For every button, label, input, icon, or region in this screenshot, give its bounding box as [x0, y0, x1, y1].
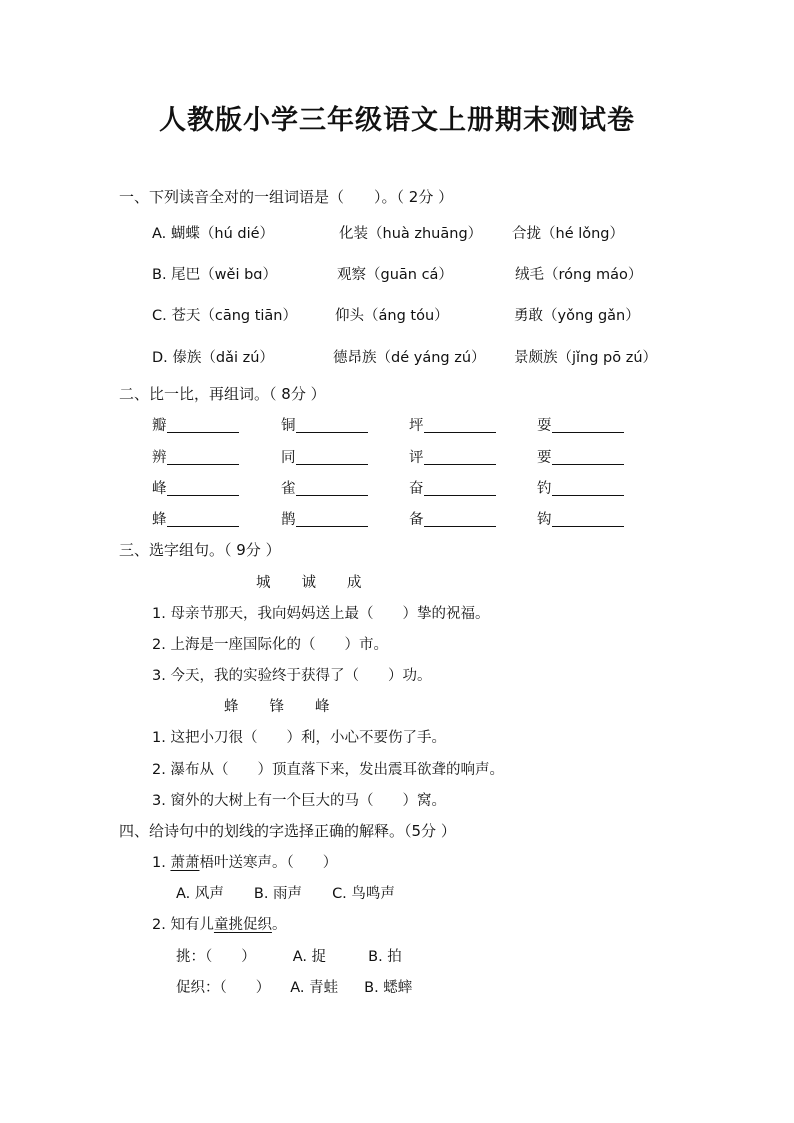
q2-item	[409, 477, 496, 498]
q2-char: 要	[537, 450, 552, 466]
q2-item	[152, 508, 239, 529]
item-text: 。	[271, 917, 287, 933]
q2-item	[537, 508, 624, 529]
q2-item	[152, 414, 239, 435]
q1-option-d-3: 景颇族（jǐng pō zú）	[514, 350, 658, 366]
q2-char: 奋	[409, 481, 424, 497]
q2-char: 雀	[281, 481, 296, 497]
q2-char: 同	[281, 450, 296, 466]
choice-char: 城	[256, 575, 271, 591]
q3-sentence: 3. 窗外的大树上有一个巨大的马（ ）窝。	[152, 793, 446, 809]
q2-char: 铜	[281, 418, 296, 434]
q1-option-d-1: D. 傣族（dǎi zú）	[152, 350, 274, 366]
q1-option-b-2: 观察（guān cá）	[337, 267, 453, 283]
q1-option-b-3: 绒毛（róng máo）	[515, 267, 643, 283]
answer-blank[interactable]	[296, 479, 368, 496]
page-title: 人教版小学三年级语文上册期末测试卷	[159, 105, 635, 136]
q3-group2-chars	[224, 695, 330, 716]
underlined-word: 挑促织	[228, 917, 272, 933]
choice-char: 成	[347, 575, 362, 591]
answer-blank[interactable]	[296, 416, 368, 433]
q2-item	[537, 446, 624, 467]
q2-char: 钩	[537, 512, 552, 528]
q4-item-1-options	[176, 882, 395, 903]
q3-group1-chars	[256, 571, 362, 592]
option: C. 鸟鸣声	[332, 886, 395, 902]
answer-blank[interactable]	[167, 448, 239, 465]
q2-char: 瓣	[152, 418, 167, 434]
q2-char: 评	[409, 450, 424, 466]
q2-item	[409, 414, 496, 435]
answer-blank[interactable]	[424, 479, 496, 496]
choice-char: 锋	[269, 699, 284, 715]
answer-blank[interactable]	[424, 416, 496, 433]
q2-char: 峰	[152, 481, 167, 497]
q1-option-c-1: C. 苍天（cāng tiān）	[152, 308, 297, 324]
answer-blank[interactable]	[424, 448, 496, 465]
option: B. 雨声	[253, 886, 303, 902]
q2-char: 钓	[537, 481, 552, 497]
q2-item	[281, 508, 368, 529]
q1-option-c-2: 仰头（áng tóu）	[335, 308, 449, 324]
q1-option-a-2: 化装（huà zhuāng）	[339, 226, 483, 242]
answer-blank[interactable]	[296, 510, 368, 527]
option: B. 蟋蟀	[364, 980, 413, 996]
item-text: 2. 知有儿	[152, 917, 214, 933]
q4-item-2-sub-1	[176, 945, 402, 966]
underlined-word: 童	[213, 917, 229, 933]
q2-item	[281, 477, 368, 498]
q3-sentence: 1. 母亲节那天，我向妈妈送上最（ ）挚的祝福。	[152, 606, 490, 622]
q3-sentence: 1. 这把小刀很（ ）利，小心不要伤了手。	[152, 730, 446, 746]
q2-char: 备	[409, 512, 424, 528]
answer-blank[interactable]	[552, 448, 624, 465]
q3-sentence: 3. 今天，我的实验终于获得了（ ）功。	[152, 668, 432, 684]
q2-item	[281, 446, 368, 467]
q1-option-a-1: A. 蝴蝶（hú dié）	[152, 226, 275, 242]
question-3-heading: 三、选字组句。（ 9分 ）	[119, 541, 281, 559]
answer-blank[interactable]	[552, 479, 624, 496]
q2-item	[152, 477, 239, 498]
q1-option-a-3: 合拢（hé lǒng）	[512, 226, 625, 242]
question-4-heading: 四、给诗句中的划线的字选择正确的解释。（5分 ）	[119, 822, 456, 840]
answer-blank[interactable]	[552, 510, 624, 527]
answer-blank[interactable]	[296, 448, 368, 465]
q2-item	[409, 508, 496, 529]
option: B. 拍	[368, 949, 402, 965]
q2-char: 耍	[537, 418, 552, 434]
option: A. 风声	[176, 886, 224, 902]
choice-char: 峰	[315, 699, 330, 715]
q3-sentence: 2. 上海是一座国际化的（ ）市。	[152, 637, 388, 653]
q2-char: 蜂	[152, 512, 167, 528]
q2-item	[537, 414, 624, 435]
option: A. 青蛙	[290, 980, 339, 996]
choice-char: 蜂	[224, 699, 239, 715]
sub-label: 促织：（ ）	[176, 980, 271, 996]
q2-item	[152, 446, 239, 467]
q1-option-d-2: 德昂族（dé yáng zú）	[333, 350, 486, 366]
question-1-heading: 一、下列读音全对的一组词语是（ ）。（ 2分 ）	[119, 188, 454, 206]
q2-item	[537, 477, 624, 498]
q2-item	[281, 414, 368, 435]
answer-blank[interactable]	[167, 416, 239, 433]
q1-option-b-1: B. 尾巴（wěi bɑ）	[152, 267, 277, 283]
option: A. 捉	[292, 949, 327, 965]
q2-char: 辨	[152, 450, 167, 466]
answer-blank[interactable]	[167, 510, 239, 527]
q1-option-c-3: 勇敢（yǒng gǎn）	[514, 308, 640, 324]
q4-item-2	[152, 913, 286, 934]
item-text: 梧叶送寒声。（ ）	[199, 855, 338, 871]
answer-blank[interactable]	[424, 510, 496, 527]
answer-blank[interactable]	[552, 416, 624, 433]
answer-blank[interactable]	[167, 479, 239, 496]
q2-item	[409, 446, 496, 467]
item-number: 1.	[152, 855, 171, 871]
underlined-word: 萧萧	[170, 855, 200, 871]
sub-label: 挑：（ ）	[176, 949, 256, 965]
question-2-heading: 二、比一比，再组词。（ 8分 ）	[119, 385, 326, 403]
q4-item-1	[152, 851, 337, 872]
q2-char: 坪	[409, 418, 424, 434]
q3-sentence: 2. 瀑布从（ ）顶直落下来，发出震耳欲聋的响声。	[152, 762, 504, 778]
q2-char: 鹊	[281, 512, 296, 528]
q4-item-2-sub-2	[176, 976, 412, 997]
choice-char: 诚	[301, 575, 316, 591]
